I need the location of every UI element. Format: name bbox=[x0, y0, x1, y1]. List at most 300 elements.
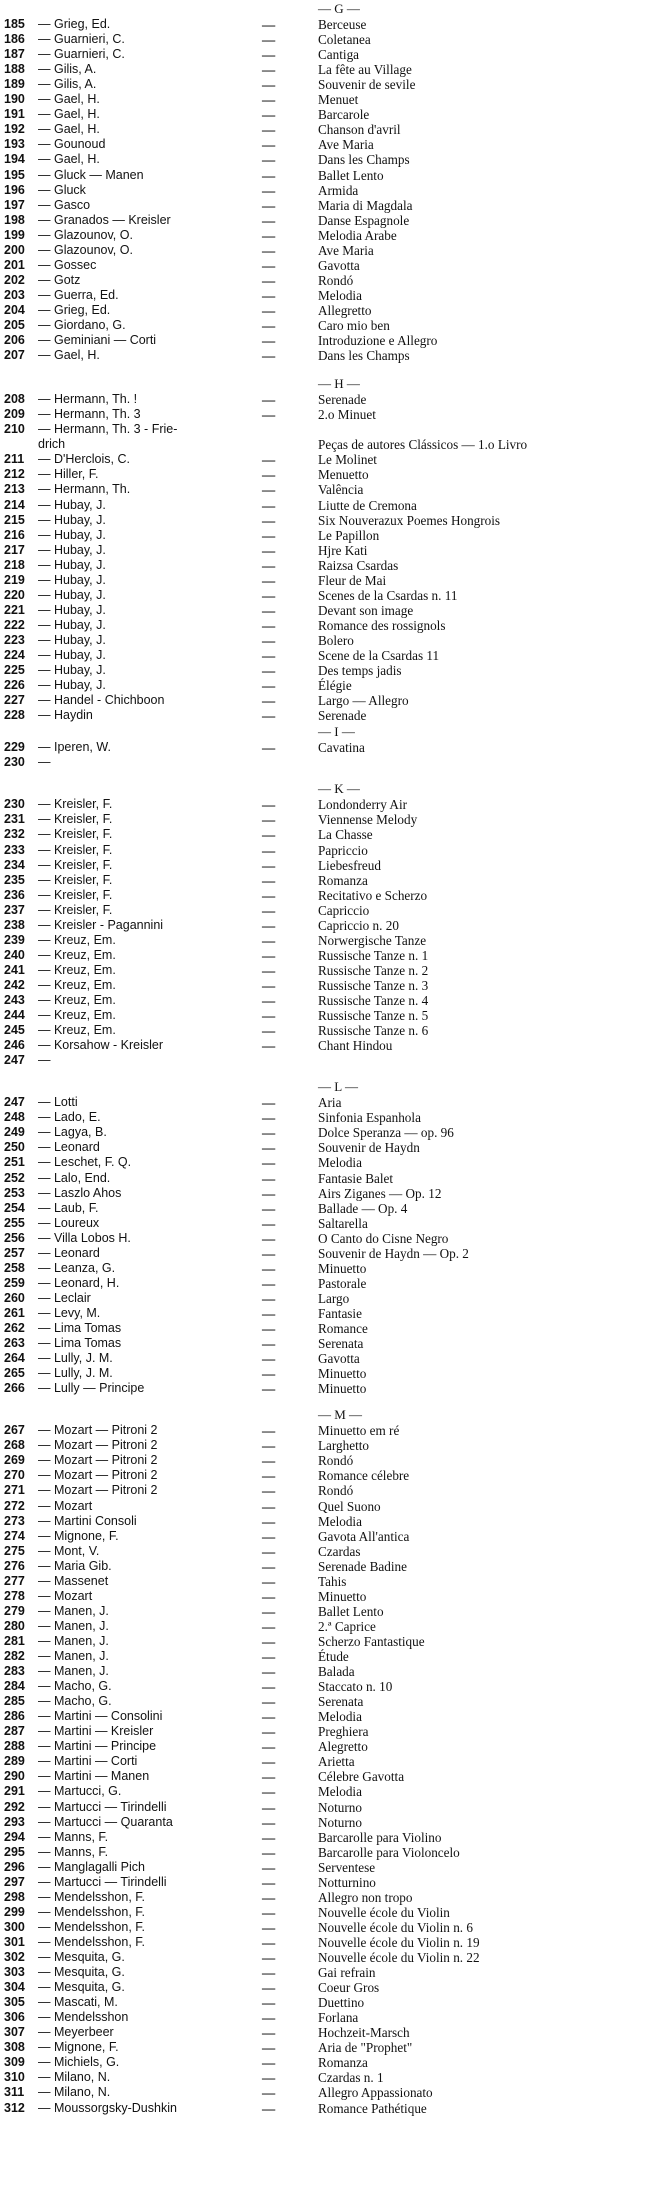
entry-dash: — bbox=[262, 977, 276, 993]
entry-dash: — bbox=[262, 17, 276, 32]
entry-dash: — bbox=[262, 348, 276, 364]
catalog-entry bbox=[0, 1499, 672, 1514]
entry-dash: — bbox=[262, 1366, 276, 1382]
entry-title: Minuetto em ré bbox=[318, 1423, 400, 1439]
entry-composer: — Hubay, J. bbox=[38, 497, 106, 512]
entry-dash: — bbox=[262, 1336, 276, 1352]
entry-composer: — Manen, J. bbox=[38, 1664, 109, 1679]
entry-title: Aria de "Prophet" bbox=[318, 2040, 413, 2056]
entry-dash: — bbox=[262, 1844, 276, 1860]
entry-composer: — Gael, H. bbox=[38, 348, 100, 363]
entry-composer: — Glazounov, O. bbox=[38, 227, 133, 242]
entry-title: Romance des rossignols bbox=[318, 617, 446, 633]
entry-dash: — bbox=[262, 152, 276, 168]
entry-title: Czardas n. 1 bbox=[318, 2070, 384, 2086]
entry-dash: — bbox=[262, 1170, 276, 1186]
entry-dash: — bbox=[262, 1200, 276, 1216]
entry-number: 202 bbox=[4, 272, 25, 287]
catalog-entry bbox=[0, 1649, 672, 1664]
catalog-entry bbox=[0, 1276, 672, 1291]
entry-composer: — Kreuz, Em. bbox=[38, 932, 116, 947]
entry-title: Scherzo Fantastique bbox=[318, 1633, 425, 1649]
entry-composer: — Kreuz, Em. bbox=[38, 962, 116, 977]
entry-number: 295 bbox=[4, 1844, 25, 1859]
entry-title: La fête au Village bbox=[318, 62, 412, 78]
catalog-entry bbox=[0, 1231, 672, 1246]
entry-title: Devant son image bbox=[318, 602, 414, 618]
entry-title: Berceuse bbox=[318, 17, 367, 32]
entry-title: Allegro non tropo bbox=[318, 1889, 413, 1905]
entry-dash: — bbox=[262, 333, 276, 349]
entry-title: Barcarolle para Violoncelo bbox=[318, 1844, 460, 1860]
entry-number: 311 bbox=[4, 2085, 25, 2100]
catalog-entry bbox=[0, 603, 672, 618]
entry-dash: — bbox=[262, 1290, 276, 1306]
entry-dash: — bbox=[262, 1573, 276, 1589]
entry-title: Gai refrain bbox=[318, 1965, 376, 1981]
entry-number: 283 bbox=[4, 1664, 25, 1679]
entry-dash: — bbox=[262, 708, 276, 724]
entry-number: 216 bbox=[4, 527, 25, 542]
entry-composer: — Martini — Corti bbox=[38, 1754, 138, 1769]
entry-composer: — Guarnieri, C. bbox=[38, 32, 125, 47]
entry-composer: — Guarnieri, C. bbox=[38, 47, 125, 62]
catalog-entry bbox=[0, 198, 672, 213]
entry-dash: — bbox=[262, 587, 276, 603]
catalog-entry bbox=[0, 1008, 672, 1023]
entry-title: Le Papillon bbox=[318, 527, 380, 543]
entry-number: 304 bbox=[4, 1980, 25, 1995]
entry-composer: — Haydin bbox=[38, 708, 93, 723]
entry-dash: — bbox=[262, 1423, 276, 1439]
entry-title: Six Nouverazux Poemes Hongrois bbox=[318, 512, 501, 528]
section-header: — I — bbox=[318, 724, 355, 740]
entry-composer: — Gasco bbox=[38, 197, 91, 212]
entry-number: 215 bbox=[4, 512, 25, 527]
catalog-entry bbox=[0, 137, 672, 152]
entry-number: 234 bbox=[4, 857, 25, 872]
entry-title: Nouvelle école du Violin n. 6 bbox=[318, 1919, 473, 1935]
entry-dash: — bbox=[262, 1950, 276, 1965]
entry-title: Ballet Lento bbox=[318, 167, 384, 183]
entry-number: 223 bbox=[4, 632, 25, 647]
entry-title: Menuetto bbox=[318, 467, 369, 483]
entry-number: 213 bbox=[4, 482, 25, 497]
entry-composer: — Leschet, F. Q. bbox=[38, 1155, 132, 1170]
entry-title: Ave Maria bbox=[318, 242, 374, 258]
entry-composer: — Mignone, F. bbox=[38, 2040, 119, 2055]
entry-composer: — Martucci, G. bbox=[38, 1784, 122, 1799]
section-header: — L — bbox=[318, 1079, 358, 1095]
entry-dash: — bbox=[262, 557, 276, 573]
entry-number: 280 bbox=[4, 1618, 25, 1633]
entry-number: 208 bbox=[4, 392, 25, 407]
entry-title: Raizsa Csardas bbox=[318, 557, 399, 573]
entry-title: Romance Pathétique bbox=[318, 2100, 427, 2116]
entry-title: Menuet bbox=[318, 92, 359, 108]
entry-title: Russische Tanze n. 4 bbox=[318, 993, 429, 1008]
entry-composer: — Macho, G. bbox=[38, 1694, 112, 1709]
catalog-entry bbox=[0, 1201, 672, 1216]
entry-composer: — Macho, G. bbox=[38, 1679, 112, 1694]
catalog-entry bbox=[0, 1935, 672, 1950]
entry-title: Scene de la Csardas 11 bbox=[318, 648, 440, 663]
catalog-entry bbox=[0, 318, 672, 333]
catalog-entry bbox=[0, 273, 672, 288]
entry-dash: — bbox=[262, 1934, 276, 1950]
entry-dash: — bbox=[262, 648, 276, 663]
entry-number: 284 bbox=[4, 1679, 25, 1694]
entry-title: Alegretto bbox=[318, 1739, 368, 1755]
catalog-entry bbox=[0, 1186, 672, 1201]
entry-number: 206 bbox=[4, 333, 25, 348]
catalog-entry bbox=[0, 243, 672, 258]
entry-number: 286 bbox=[4, 1709, 25, 1724]
entry-title: Melodia bbox=[318, 1709, 362, 1725]
entry-number: 192 bbox=[4, 122, 25, 137]
entry-number: 256 bbox=[4, 1230, 25, 1245]
entry-dash: — bbox=[262, 1769, 276, 1785]
entry-composer: — Glazounov, O. bbox=[38, 242, 133, 257]
entry-composer: — Kreisler, F. bbox=[38, 857, 113, 872]
catalog-entry bbox=[0, 558, 672, 573]
catalog-entry bbox=[0, 2010, 672, 2025]
catalog-entry bbox=[0, 168, 672, 183]
entry-dash: — bbox=[262, 122, 276, 138]
catalog-entry-continued bbox=[0, 437, 672, 452]
entry-number: 243 bbox=[4, 993, 25, 1007]
entry-composer: — Mozart — Pitroni 2 bbox=[38, 1483, 158, 1498]
entry-title: Melodia Arabe bbox=[318, 227, 397, 243]
entry-dash: — bbox=[262, 482, 276, 498]
entry-title: Liutte de Cremona bbox=[318, 497, 417, 513]
entry-title: Papriccio bbox=[318, 842, 368, 858]
entry-title: Viennense Melody bbox=[318, 812, 418, 828]
entry-composer: — Massenet bbox=[38, 1573, 109, 1588]
entry-title: Souvenir de Haydn bbox=[318, 1140, 420, 1156]
entry-dash: — bbox=[262, 1995, 276, 2011]
entry-dash: — bbox=[262, 407, 276, 423]
entry-dash: — bbox=[262, 1980, 276, 1996]
entry-number: 272 bbox=[4, 1498, 25, 1513]
entry-dash: — bbox=[262, 1468, 276, 1484]
entry-title: Melodia bbox=[318, 1513, 362, 1529]
catalog-entry bbox=[0, 498, 672, 513]
entry-dash: — bbox=[262, 1829, 276, 1845]
entry-number: 188 bbox=[4, 62, 25, 77]
entry-dash: — bbox=[262, 1125, 276, 1141]
entry-composer: — Mozart — Pitroni 2 bbox=[38, 1468, 158, 1483]
entry-number: 260 bbox=[4, 1290, 25, 1305]
catalog-entry bbox=[0, 1171, 672, 1186]
entry-dash: — bbox=[262, 1140, 276, 1156]
catalog-entry bbox=[0, 1724, 672, 1739]
entry-dash: — bbox=[262, 2055, 276, 2071]
entry-number: 229 bbox=[4, 740, 25, 755]
entry-number: 217 bbox=[4, 542, 25, 557]
catalog-entry bbox=[0, 1544, 672, 1559]
entry-number: 209 bbox=[4, 407, 25, 422]
entry-number: 273 bbox=[4, 1513, 25, 1528]
entry-dash: — bbox=[262, 1633, 276, 1649]
section-header: — M — bbox=[318, 1407, 363, 1423]
catalog-entry bbox=[0, 1291, 672, 1306]
catalog-entry bbox=[0, 1514, 672, 1529]
entry-number: 207 bbox=[4, 348, 25, 363]
entry-composer: — Mendelsshon, F. bbox=[38, 1904, 145, 1919]
entry-composer: — Hermann, Th. ! bbox=[38, 392, 138, 407]
catalog-entry bbox=[0, 303, 672, 318]
entry-title: Melodia bbox=[318, 1155, 362, 1171]
catalog-entry bbox=[0, 1366, 672, 1381]
entry-composer: — Mont, V. bbox=[38, 1543, 100, 1558]
entry-title: Gavotta bbox=[318, 1351, 360, 1367]
entry-title: Caro mio ben bbox=[318, 318, 390, 333]
entry-dash: — bbox=[262, 632, 276, 648]
entry-composer: — Lima Tomas bbox=[38, 1321, 122, 1335]
entry-title: Pastorale bbox=[318, 1275, 367, 1291]
entry-dash: — bbox=[262, 318, 276, 333]
entry-title: 2.ª Caprice bbox=[318, 1618, 376, 1634]
entry-composer: — Leanza, G. bbox=[38, 1260, 116, 1275]
entry-dash: — bbox=[262, 137, 276, 153]
entry-title: Duettino bbox=[318, 1995, 365, 2011]
entry-composer: — Kreuz, Em. bbox=[38, 993, 116, 1007]
entry-composer: — Kreisler, F. bbox=[38, 902, 113, 917]
entry-dash: — bbox=[262, 212, 276, 228]
entry-dash: — bbox=[262, 1438, 276, 1454]
entry-composer: — Mendelsshon, F. bbox=[38, 1934, 145, 1949]
section-header: — H — bbox=[318, 376, 360, 392]
catalog-entry bbox=[0, 1905, 672, 1920]
entry-number: 204 bbox=[4, 302, 25, 317]
entry-composer: — Mozart — Pitroni 2 bbox=[38, 1438, 158, 1453]
entry-title: Sinfonia Espanhola bbox=[318, 1110, 421, 1126]
entry-dash: — bbox=[262, 497, 276, 513]
entry-title: Russische Tanze n. 3 bbox=[318, 977, 429, 993]
entry-dash: — bbox=[262, 1008, 276, 1024]
entry-number: 297 bbox=[4, 1874, 25, 1889]
entry-title: Étude bbox=[318, 1649, 349, 1664]
entry-number: 245 bbox=[4, 1023, 25, 1038]
entry-composer: — Guerra, Ed. bbox=[38, 287, 119, 302]
catalog-entry bbox=[0, 1830, 672, 1845]
entry-number: 231 bbox=[4, 812, 25, 827]
entry-title: Coletanea bbox=[318, 32, 371, 48]
entry-composer: — Lalo, End. bbox=[38, 1170, 111, 1185]
catalog-entry bbox=[0, 1754, 672, 1769]
entry-dash: — bbox=[262, 797, 276, 813]
catalog-entry bbox=[0, 1261, 672, 1276]
entry-composer: — Granados — Kreisler bbox=[38, 212, 171, 227]
entry-composer: — Hubay, J. bbox=[38, 602, 106, 617]
catalog-entry bbox=[0, 333, 672, 348]
catalog-entry bbox=[0, 62, 672, 77]
entry-number: 203 bbox=[4, 287, 25, 302]
entry-dash: — bbox=[262, 1558, 276, 1574]
entry-composer: — Grieg, Ed. bbox=[38, 302, 111, 317]
catalog-entry bbox=[0, 183, 672, 198]
catalog-entry bbox=[0, 633, 672, 648]
entry-composer: — Manen, J. bbox=[38, 1633, 109, 1648]
entry-title: Cantiga bbox=[318, 47, 360, 63]
entry-dash: — bbox=[262, 1874, 276, 1890]
catalog-entry bbox=[0, 152, 672, 167]
entry-composer: — Lado, E. bbox=[38, 1110, 101, 1125]
entry-dash: — bbox=[262, 1351, 276, 1367]
entry-composer: — Mozart bbox=[38, 1498, 93, 1513]
entry-composer: — Maria Gib. bbox=[38, 1558, 112, 1573]
entry-title: Russische Tanze n. 5 bbox=[318, 1008, 429, 1024]
entry-number: 298 bbox=[4, 1889, 25, 1904]
entry-composer: — Lagya, B. bbox=[38, 1125, 107, 1140]
entry-number: 264 bbox=[4, 1351, 25, 1366]
entry-title: Minuetto bbox=[318, 1588, 367, 1604]
entry-title: Armida bbox=[318, 182, 359, 198]
catalog-entry bbox=[0, 2025, 672, 2040]
catalog-entry bbox=[0, 993, 672, 1008]
catalog-entry bbox=[0, 1815, 672, 1830]
entry-composer: — Manns, F. bbox=[38, 1844, 109, 1859]
entry-dash: — bbox=[262, 678, 276, 694]
entry-composer: — Gossec bbox=[38, 257, 97, 272]
entry-number: 253 bbox=[4, 1185, 25, 1200]
entry-number: 302 bbox=[4, 1950, 25, 1964]
entry-title: Célebre Gavotta bbox=[318, 1769, 405, 1785]
entry-composer: — Grieg, Ed. bbox=[38, 17, 111, 31]
entry-title: Barcarolle para Violino bbox=[318, 1829, 442, 1845]
entry-composer-continued: drich bbox=[38, 437, 66, 452]
entry-composer: — Mesquita, G. bbox=[38, 1980, 125, 1995]
entry-number: 194 bbox=[4, 152, 25, 167]
entry-composer: — Mendelsshon, F. bbox=[38, 1889, 145, 1904]
entry-composer: — Mignone, F. bbox=[38, 1528, 119, 1543]
entry-composer: — Hubay, J. bbox=[38, 557, 106, 572]
catalog-entry bbox=[0, 1800, 672, 1815]
catalog-entry bbox=[0, 1246, 672, 1261]
catalog-entry bbox=[0, 903, 672, 918]
entry-composer: — Manen, J. bbox=[38, 1649, 109, 1663]
entry-dash: — bbox=[262, 947, 276, 963]
entry-dash: — bbox=[262, 740, 276, 756]
entry-composer: — Leclair bbox=[38, 1290, 91, 1305]
entry-number: 238 bbox=[4, 917, 25, 932]
entry-composer: — Manen, J. bbox=[38, 1618, 109, 1633]
catalog-entry bbox=[0, 17, 672, 32]
catalog-entry bbox=[0, 1095, 672, 1110]
entry-title: Danse Espagnole bbox=[318, 212, 410, 228]
catalog-entry bbox=[0, 543, 672, 558]
catalog-entry bbox=[0, 618, 672, 633]
entry-title: Melodia bbox=[318, 287, 362, 303]
catalog-entry bbox=[0, 888, 672, 903]
entry-composer: — Hubay, J. bbox=[38, 542, 106, 557]
entry-dash: — bbox=[262, 1453, 276, 1469]
entry-title: Recitativo e Scherzo bbox=[318, 887, 428, 903]
entry-number: 281 bbox=[4, 1633, 25, 1648]
entry-composer: — Hubay, J. bbox=[38, 572, 106, 587]
entry-composer: — Gael, H. bbox=[38, 122, 100, 137]
entry-number: 191 bbox=[4, 107, 25, 122]
entry-title: Maria di Magdala bbox=[318, 197, 413, 213]
catalog-entry bbox=[0, 1890, 672, 1905]
entry-dash: — bbox=[262, 1694, 276, 1710]
entry-title: Capriccio bbox=[318, 902, 370, 918]
entry-number: 239 bbox=[4, 932, 25, 947]
entry-number: 219 bbox=[4, 572, 25, 587]
entry-title: Nouvelle école du Violin n. 22 bbox=[318, 1950, 480, 1965]
catalog-entry bbox=[0, 708, 672, 723]
entry-number: 275 bbox=[4, 1543, 25, 1558]
entry-dash: — bbox=[262, 77, 276, 93]
entry-composer: — Moussorgsky-Dushkin bbox=[38, 2100, 177, 2115]
entry-composer: — Kreisler, F. bbox=[38, 872, 113, 887]
entry-number: 312 bbox=[4, 2100, 25, 2115]
entry-composer: — Hermann, Th. 3 - Frie- bbox=[38, 422, 178, 437]
catalog-entry bbox=[0, 513, 672, 528]
entry-dash: — bbox=[262, 1724, 276, 1740]
entry-dash: — bbox=[262, 1618, 276, 1634]
entry-dash: — bbox=[262, 2100, 276, 2116]
entry-dash: — bbox=[262, 1498, 276, 1514]
catalog-entry bbox=[0, 1784, 672, 1799]
entry-composer: — Manglagalli Pich bbox=[38, 1859, 145, 1874]
entry-dash: — bbox=[262, 887, 276, 903]
entry-title: Souvenir de sevile bbox=[318, 77, 416, 93]
entry-composer: — Kreisler, F. bbox=[38, 887, 113, 902]
entry-dash: — bbox=[262, 1889, 276, 1905]
entry-number: 235 bbox=[4, 872, 25, 887]
entry-title: Czardas bbox=[318, 1543, 361, 1559]
entry-title: Serenade Badine bbox=[318, 1558, 407, 1574]
catalog-entry bbox=[0, 1845, 672, 1860]
entry-title: Larghetto bbox=[318, 1438, 370, 1454]
entry-composer: — Michiels, G. bbox=[38, 2055, 120, 2070]
entry-dash: — bbox=[262, 1038, 276, 1054]
entry-composer: — Gael, H. bbox=[38, 92, 100, 107]
entry-number: 210 bbox=[4, 422, 25, 437]
entry-number: 306 bbox=[4, 2010, 25, 2025]
entry-composer: — Levy, M. bbox=[38, 1305, 101, 1320]
catalog-entry bbox=[0, 1739, 672, 1754]
catalog-entry bbox=[0, 348, 672, 363]
entry-number: 251 bbox=[4, 1155, 25, 1170]
entry-number: 249 bbox=[4, 1125, 25, 1140]
entry-title: Serenade bbox=[318, 392, 367, 408]
catalog-entry bbox=[0, 1559, 672, 1574]
entry-title: Fantasie bbox=[318, 1305, 362, 1321]
entry-number: 299 bbox=[4, 1904, 25, 1919]
catalog-entry bbox=[0, 858, 672, 873]
catalog-entry bbox=[0, 1381, 672, 1396]
entry-dash: — bbox=[262, 1110, 276, 1126]
entry-composer: — Lima Tomas bbox=[38, 1336, 122, 1351]
entry-number: 257 bbox=[4, 1245, 25, 1260]
entry-composer: — Handel - Chichboon bbox=[38, 693, 165, 708]
entry-number: 230 bbox=[4, 797, 25, 812]
entry-dash: — bbox=[262, 1709, 276, 1725]
catalog-entry bbox=[0, 1351, 672, 1366]
entry-composer: — Hubay, J. bbox=[38, 617, 106, 632]
catalog-entry bbox=[0, 740, 672, 755]
entry-title: Forlana bbox=[318, 2010, 359, 2026]
entry-title: Balada bbox=[318, 1664, 355, 1680]
entry-dash: — bbox=[262, 167, 276, 183]
entry-dash: — bbox=[262, 917, 276, 933]
catalog-entry bbox=[0, 2055, 672, 2070]
catalog-entry bbox=[0, 1965, 672, 1980]
entry-title: Minuetto bbox=[318, 1381, 367, 1397]
